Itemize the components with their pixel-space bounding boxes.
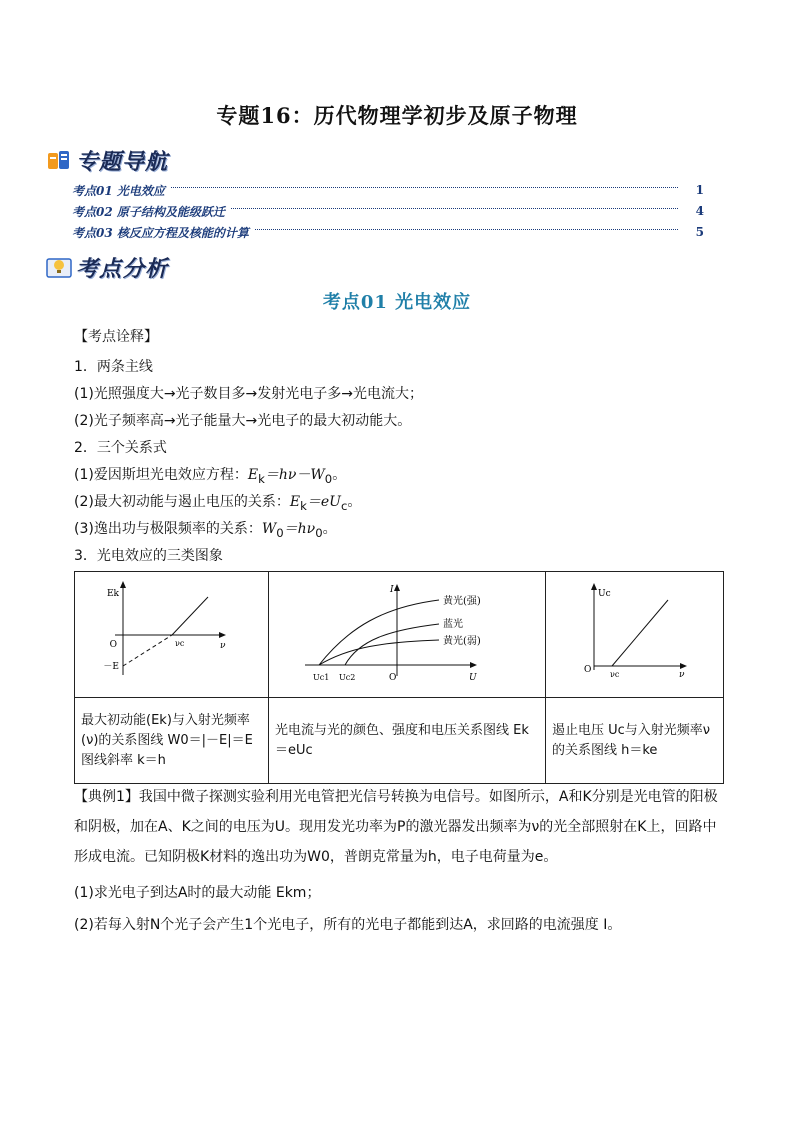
heading-2: 2．三个关系式 — [74, 440, 167, 456]
fig2-curve3-label: 黄光(弱) — [443, 636, 481, 647]
figure-cell-2 — [269, 572, 546, 698]
toc-item-2[interactable] — [72, 201, 704, 221]
formula-line-1: (1)爱因斯坦光电效应方程：$E_k=h\nu-W_0$。 — [74, 467, 347, 486]
question-2: (2)若每入射N个光子会产生1个光电子，所有的光电子都能到达A，求回路的电流强度 I。 — [74, 917, 622, 933]
toc-label: 考点02 原子结构及能级跃迁 — [72, 204, 225, 219]
fig1-x-mark: νc — [175, 639, 185, 648]
fig3-x-label: ν — [679, 670, 685, 680]
fig2-x-label: U — [469, 673, 477, 683]
toc-item-1[interactable] — [72, 180, 704, 200]
fig1-y-label: Ek — [106, 589, 119, 599]
toc-page: 4 — [695, 204, 704, 218]
figure-cell-3 — [546, 572, 724, 698]
fig2-curve2-label: 蓝光 — [443, 619, 463, 630]
page-title: 专题16：历代物理学初步及原子物理 — [216, 103, 578, 128]
analysis-banner — [46, 252, 168, 282]
question-1: (1)求光电子到达A时的最大动能 Ekm； — [74, 885, 321, 901]
uc-nu-graph — [546, 572, 723, 693]
line-1: (1)光照强度大→光子数目多→发射光电子多→光电流大； — [74, 386, 424, 402]
toc-leader — [171, 187, 678, 188]
toc-label: 考点01 光电效应 — [72, 183, 165, 198]
toc-leader — [255, 229, 678, 230]
caption-3: 遏止电压 Uc与入射光频率ν的关系图线 h＝ke — [546, 698, 724, 784]
heading-3: 3．光电效应的三类图象 — [74, 548, 223, 564]
graph-table — [74, 571, 724, 784]
fig2-y-label: I — [390, 585, 394, 595]
nav-banner-text: 专题导航 — [76, 148, 169, 175]
explain-label: 【考点诠释】 — [74, 329, 158, 345]
formula-line-3: (3)逸出功与极限频率的关系：$W_0=h\nu_0$。 — [74, 521, 337, 540]
formula-line-2: (2)最大初动能与遏止电压的关系：$E_k=eU_c$。 — [74, 494, 362, 513]
toc-page: 1 — [695, 183, 704, 197]
line-2: (2)光子频率高→光子能量大→光电子的最大初动能大。 — [74, 413, 412, 429]
analysis-banner-text: 考点分析 — [76, 255, 169, 282]
ek-nu-graph — [75, 572, 268, 693]
fig3-origin: O — [584, 665, 592, 675]
caption-1: 最大初动能(Ek)与入射光频率(ν)的关系图线 W0＝|－E|＝E 图线斜率 k＝h — [75, 698, 269, 784]
lightbulb-book-icon — [46, 254, 72, 280]
pencil-book-icon — [46, 147, 72, 173]
fig2-uc1: Uc1 — [313, 673, 330, 682]
heading-1: 1．两条主线 — [74, 359, 153, 375]
fig2-uc2: Uc2 — [339, 673, 356, 682]
figure-cell-1 — [75, 572, 269, 698]
fig2-origin: O — [389, 673, 397, 683]
fig3-y-label: Uc — [598, 589, 611, 599]
section-title: 考点01 光电效应 — [322, 292, 472, 313]
toc-item-3[interactable] — [72, 222, 704, 242]
fig1-y-mark: －E — [103, 662, 119, 672]
caption-2: 光电流与光的颜色、强度和电压关系图线 Ek＝eUc — [269, 698, 546, 784]
current-voltage-graph — [269, 572, 545, 693]
nav-banner — [46, 145, 168, 175]
toc-label: 考点03 核反应方程及核能的计算 — [72, 225, 249, 240]
toc-page: 5 — [695, 225, 704, 239]
fig1-origin: O — [109, 640, 117, 650]
fig3-x-mark: νc — [610, 670, 620, 679]
example-paragraph: 【典例1】我国中微子探测实验利用光电管把光信号转换为电信号。如图所示，A和K分别是光电管的阳极和阴极，加在A、K之间的电压为U。现用发光功率为P的激光器发出频率为ν的光全部照射在K上，回路中形成电流。已知阴极K材料的逸出功为W0，普朗克常量为h，电子电荷量为e。 — [74, 789, 718, 865]
fig2-curve1-label: 黄光(强) — [443, 596, 481, 607]
fig1-x-label: ν — [220, 641, 226, 651]
toc-leader — [231, 208, 678, 209]
